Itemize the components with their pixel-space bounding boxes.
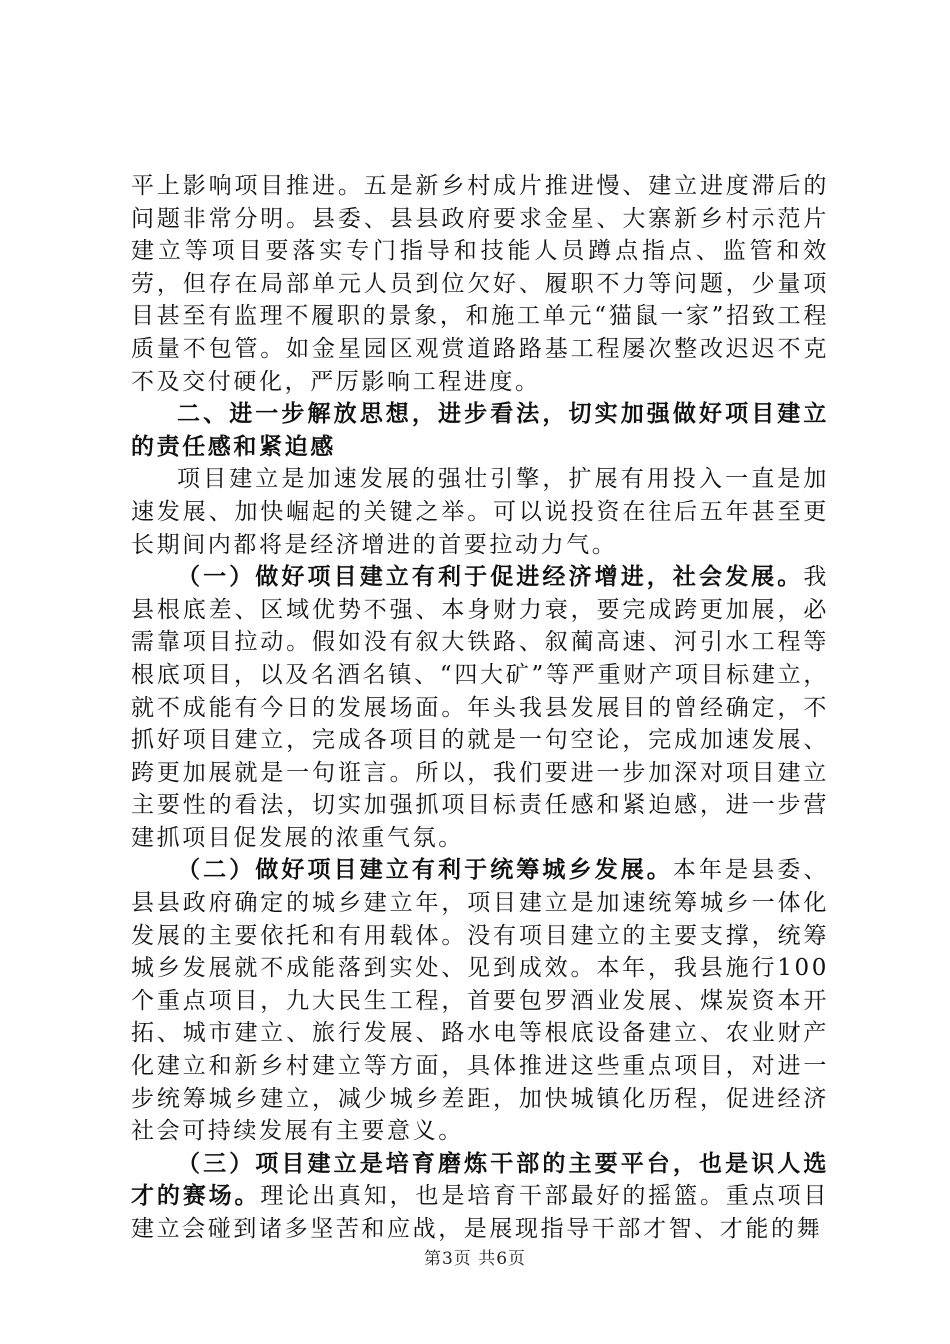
paragraph-text: 我县根底差、区域优势不强、本身财力衰，要完成跨更加展，必需靠项目拉动。假如没有叙大铁路、叙蔺高速、河引水工程等根底项目，以及名酒名镇、“四大矿”等严重财产项目标建立，就不成能有今日的发展场面。年头我县发展目的曾经确定，不抓好项目建立，完成各项目的就是一句空论，完成加速发展、跨更加展就是一句诳言。所以，我们要进一步加深对项目建立主要性的看法，切实加强抓项目标责任感和紧迫感，进一步营建抓项目促发展的浓重气氛。 <box>131 564 829 851</box>
paragraph-point-two <box>131 854 829 1147</box>
paragraph-point-three <box>131 1148 829 1246</box>
paragraph-continuation <box>131 170 829 398</box>
paragraph-text: 项目建立是加速发展的强壮引擎，扩展有用投入一直是加速发展、加快崛起的关键之举。可以说投资在往后五年甚至更长期间内都将是经济增进的首要拉动力气。 <box>131 466 829 558</box>
paragraph-lead: （一）做好项目建立有利于促进经济增进，社会发展。 <box>177 563 804 591</box>
page-number-footer: 第3页 共6页 <box>423 1249 527 1269</box>
paragraph-text: 理论出真知，也是培育干部最好的摇篮。重点项目建立会碰到诸多坚苦和应战，是展现指导干部才智、才能的舞 <box>131 1183 830 1242</box>
paragraph-text: 平上影响项目推进。五是新乡村成片推进慢、建立进度滞后的问题非常分明。县委、县县政府要求金星、大寨新乡村示范片建立等项目要落实专门指导和技能人员蹲点指点、监管和效劳，但存在局部单元人员到位欠好、履职不力等问题，少量项目甚至有监理不履职的景象，和施工单元“猫鼠一家”招致工程质量不包管。如金星园区观赏道路路基工程屡次整改迟迟不克不及交付硬化，严厉影响工程进度。 <box>131 173 829 395</box>
paragraph-point-one <box>131 561 829 854</box>
paragraph-lead: （二）做好项目建立有利于统筹城乡发展。 <box>177 856 673 884</box>
paragraph-text: 本年是县委、县县政府确定的城乡建立年，项目建立是加速统筹城乡一体化发展的主要依托和有用载体。没有项目建立的主要支撑，统筹城乡发展就不成能落到实处、见到成效。本年，我县施行100个重点项目，九大民生工程，首要包罗酒业发展、煤炭资本开拓、城市建立、旅行发展、路水电等根底设备建立、农业财产化建立和新乡村建立等方面，具体推进这些重点项目，对进一步统筹城乡建立，减少城乡差距，加快城镇化历程，促进经济社会可持续发展有主要意义。 <box>131 857 829 1145</box>
document-body <box>131 170 829 1246</box>
section-heading-text: 二、进一步解放思想，进步看法，切实加强做好项目建立的责任感和紧迫感 <box>131 400 829 460</box>
section-heading <box>131 398 829 463</box>
paragraph-lead: （三）项目建立是培育磨炼干部的主要平台，也是识人选才的赛场。 <box>131 1149 829 1210</box>
paragraph-intro <box>131 463 829 561</box>
